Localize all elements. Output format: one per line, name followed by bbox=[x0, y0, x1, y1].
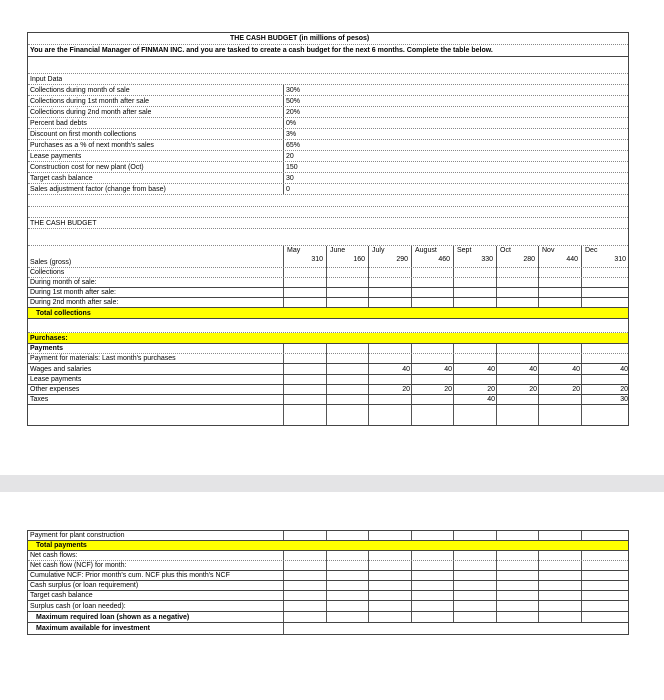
ncf-month-label: Net cash flow (NCF) for month: bbox=[30, 562, 127, 569]
title-row bbox=[28, 33, 628, 45]
input-row bbox=[28, 118, 628, 129]
input-label: Collections during month of sale bbox=[30, 87, 130, 94]
other-expenses-label: Other expenses bbox=[30, 386, 80, 393]
total-collections-row bbox=[28, 308, 628, 319]
input-value: 3% bbox=[283, 129, 326, 139]
payments-label: Payments bbox=[30, 345, 64, 352]
input-value: 20% bbox=[283, 107, 326, 117]
input-row bbox=[28, 85, 628, 96]
input-data-header bbox=[28, 74, 628, 85]
sales-value: 440 bbox=[566, 256, 578, 263]
month-header: Oct bbox=[500, 247, 511, 254]
input-row bbox=[28, 140, 628, 151]
target-cash-label: Target cash balance bbox=[30, 592, 93, 599]
collections-row bbox=[28, 268, 628, 278]
max-investment-label: Maximum available for investment bbox=[36, 625, 150, 632]
input-row bbox=[28, 96, 628, 107]
cash-budget-sheet bbox=[27, 32, 629, 426]
wages-value: 40 bbox=[402, 366, 410, 373]
input-label: Collections during 2nd month after sale bbox=[30, 109, 152, 116]
other-expenses-value: 20 bbox=[444, 386, 452, 393]
max-loan-label: Maximum required loan (shown as a negative) bbox=[36, 614, 190, 621]
during-1st-label: During 1st month after sale: bbox=[30, 289, 116, 296]
cash-budget-header: THE CASH BUDGET bbox=[30, 220, 97, 227]
during-1st-row bbox=[28, 288, 628, 298]
surplus-cash-label: Surplus cash (or loan needed): bbox=[30, 603, 126, 610]
input-label: Purchases as a % of next month's sales bbox=[30, 142, 154, 149]
cash-budget-header-row bbox=[28, 218, 628, 229]
sales-value: 280 bbox=[523, 256, 535, 263]
input-label: Collections during 1st month after sale bbox=[30, 98, 150, 105]
cash-surplus-label: Cash surplus (or loan requirement) bbox=[30, 582, 139, 589]
grid-line bbox=[283, 623, 284, 634]
input-value: 0 bbox=[283, 184, 326, 194]
other-expenses-value: 20 bbox=[529, 386, 537, 393]
spacer-row bbox=[28, 57, 628, 74]
purchases-row bbox=[28, 333, 628, 344]
other-expenses-value: 20 bbox=[402, 386, 410, 393]
sales-value: 290 bbox=[396, 256, 408, 263]
cumulative-ncf-label: Cumulative NCF: Prior month's cum. NCF plus this month's NCF bbox=[30, 572, 230, 579]
during-month-row bbox=[28, 278, 628, 288]
target-cash-row bbox=[28, 591, 628, 601]
sales-value: 330 bbox=[481, 256, 493, 263]
during-2nd-row bbox=[28, 298, 628, 308]
input-value: 20 bbox=[283, 151, 326, 161]
payments-row bbox=[28, 344, 628, 354]
spacer-row bbox=[28, 319, 628, 333]
net-cash-flows-label: Net cash flows: bbox=[30, 552, 78, 559]
plant-construction-row bbox=[28, 531, 628, 541]
input-label: Percent bad debts bbox=[30, 120, 87, 127]
cumulative-ncf-row bbox=[28, 571, 628, 581]
total-payments-row bbox=[28, 541, 628, 551]
spacer-row bbox=[28, 195, 628, 207]
other-expenses-value: 20 bbox=[487, 386, 495, 393]
surplus-cash-row bbox=[28, 601, 628, 612]
taxes-value: 30 bbox=[620, 396, 628, 403]
wages-label: Wages and salaries bbox=[30, 366, 92, 373]
page-separator bbox=[0, 475, 664, 492]
during-2nd-label: During 2nd month after sale: bbox=[30, 299, 119, 306]
lease-row bbox=[28, 375, 628, 385]
month-header: Dec bbox=[585, 247, 598, 254]
cash-surplus-row bbox=[28, 581, 628, 591]
input-value: 65% bbox=[283, 140, 326, 150]
taxes-row bbox=[28, 395, 628, 405]
input-data-label: Input Data bbox=[30, 76, 63, 83]
input-row bbox=[28, 107, 628, 118]
month-header: July bbox=[372, 247, 385, 254]
total-payments-label: Total payments bbox=[36, 542, 87, 549]
month-header: August bbox=[415, 247, 437, 254]
net-cash-flows-row bbox=[28, 551, 628, 561]
max-loan-row bbox=[28, 612, 628, 623]
month-header: Nov bbox=[542, 247, 555, 254]
sales-value: 310 bbox=[614, 256, 626, 263]
input-value: 50% bbox=[283, 96, 326, 106]
input-label: Discount on first month collections bbox=[30, 131, 137, 138]
input-value: 30% bbox=[283, 85, 326, 95]
input-label: Target cash balance bbox=[30, 175, 93, 182]
sales-value: 460 bbox=[438, 256, 450, 263]
purchases-label: Purchases: bbox=[30, 335, 68, 342]
plant-construction-label: Payment for plant construction bbox=[30, 532, 125, 539]
other-expenses-value: 20 bbox=[620, 386, 628, 393]
taxes-label: Taxes bbox=[30, 396, 49, 403]
sheet-title: THE CASH BUDGET (in millions of pesos) bbox=[230, 35, 370, 42]
input-row bbox=[28, 162, 628, 173]
input-row bbox=[28, 151, 628, 162]
input-label: Construction cost for new plant (Oct) bbox=[30, 164, 144, 171]
input-row bbox=[28, 129, 628, 140]
wages-value: 40 bbox=[444, 366, 452, 373]
wages-value: 40 bbox=[487, 366, 495, 373]
month-header: May bbox=[287, 247, 301, 254]
other-expenses-value: 20 bbox=[572, 386, 580, 393]
input-value: 30 bbox=[283, 173, 326, 183]
cash-budget-continued bbox=[27, 530, 629, 623]
spacer-row bbox=[28, 207, 628, 218]
during-month-label: During month of sale: bbox=[30, 279, 97, 286]
max-investment-row bbox=[27, 623, 629, 635]
collections-label: Collections bbox=[30, 269, 65, 276]
taxes-value: 40 bbox=[487, 396, 495, 403]
input-value: 150 bbox=[283, 162, 326, 172]
sales-value: 160 bbox=[353, 256, 365, 263]
input-row bbox=[28, 173, 628, 184]
payment-materials-label: Payment for materials: Last month's purchases bbox=[30, 355, 176, 362]
lease-label: Lease payments bbox=[30, 376, 82, 383]
input-label: Lease payments bbox=[30, 153, 82, 160]
wages-value: 40 bbox=[529, 366, 537, 373]
payment-materials-row bbox=[28, 354, 628, 364]
instructions-row bbox=[28, 45, 628, 57]
sales-value: 310 bbox=[311, 256, 323, 263]
month-header: Sept bbox=[457, 247, 472, 254]
month-header: June bbox=[330, 247, 346, 254]
input-label: Sales adjustment factor (change from base) bbox=[30, 186, 166, 193]
wages-value: 40 bbox=[572, 366, 580, 373]
input-row bbox=[28, 184, 628, 195]
total-collections-label: Total collections bbox=[36, 310, 91, 317]
spacer-row bbox=[28, 405, 628, 427]
wages-value: 40 bbox=[620, 366, 628, 373]
instructions: You are the Financial Manager of FINMAN INC. and you are tasked to create a cash budget for the next 6 months. Complete the table below. bbox=[30, 47, 493, 54]
input-value: 0% bbox=[283, 118, 326, 128]
ncf-month-row bbox=[28, 561, 628, 571]
sales-label: Sales (gross) bbox=[30, 259, 72, 266]
spacer-row bbox=[28, 229, 628, 246]
